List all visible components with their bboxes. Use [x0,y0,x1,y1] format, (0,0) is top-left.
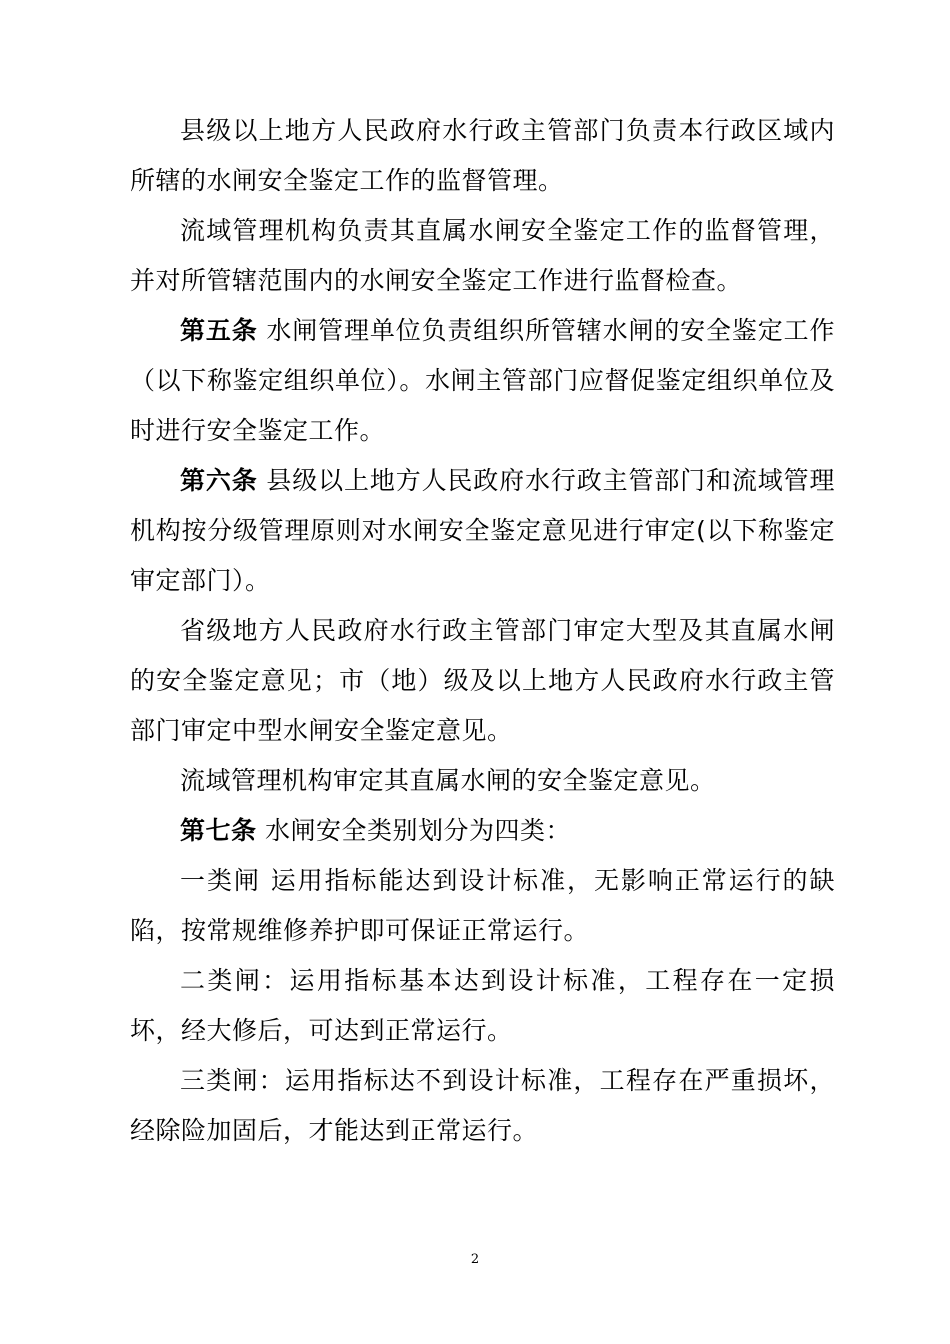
article-heading: 第六条 [180,466,258,495]
page-number: 2 [470,1252,480,1267]
paragraph-text: 县级以上地方人民政府水行政主管部门和流域管理机构按分级管理原则对水闸安全鉴定意见进行审定(以下称鉴定审定部门）。 [130,466,835,595]
paragraph-text: 县级以上地方人民政府水行政主管部门负责本行政区域内所辖的水闸安全鉴定工作的监督管理。 [130,116,835,195]
paragraph-text: 二类闸：运用指标基本达到设计标准，工程存在一定损坏，经大修后，可达到正常运行。 [130,966,835,1045]
paragraph-text: 水闸管理单位负责组织所管辖水闸的安全鉴定工作（以下称鉴定组织单位）。水闸主管部门应督促鉴定组织单位及时进行安全鉴定工作。 [130,316,835,445]
document-body [130,106,835,1156]
article-heading: 第七条 [180,816,257,845]
paragraph-text: 省级地方人民政府水行政主管部门审定大型及其直属水闸的安全鉴定意见；市（地）级及以上地方人民政府水行政主管部门审定中型水闸安全鉴定意见。 [130,616,835,745]
paragraph-text: 三类闸：运用指标达不到设计标准，工程存在严重损坏，经除险加固后，才能达到正常运行。 [130,1066,835,1145]
paragraph [130,106,835,206]
paragraph [130,856,835,956]
article-heading: 第五条 [180,316,258,345]
paragraph [130,756,835,806]
paragraph-text: 水闸安全类别划分为四类： [256,816,571,845]
paragraph [130,606,835,756]
paragraph [130,456,835,606]
paragraph-text: 流域管理机构负责其直属水闸安全鉴定工作的监督管理，并对所管辖范围内的水闸安全鉴定工作进行监督检查。 [130,216,835,295]
paragraph-text: 流域管理机构审定其直属水闸的安全鉴定意见。 [180,766,716,795]
paragraph [130,956,835,1056]
paragraph [130,306,835,456]
paragraph [130,206,835,306]
paragraph [130,1056,835,1156]
paragraph-text: 一类闸 运用指标能达到设计标准，无影响正常运行的缺陷，按常规维修养护即可保证正常运行。 [130,866,835,945]
paragraph [130,806,835,856]
